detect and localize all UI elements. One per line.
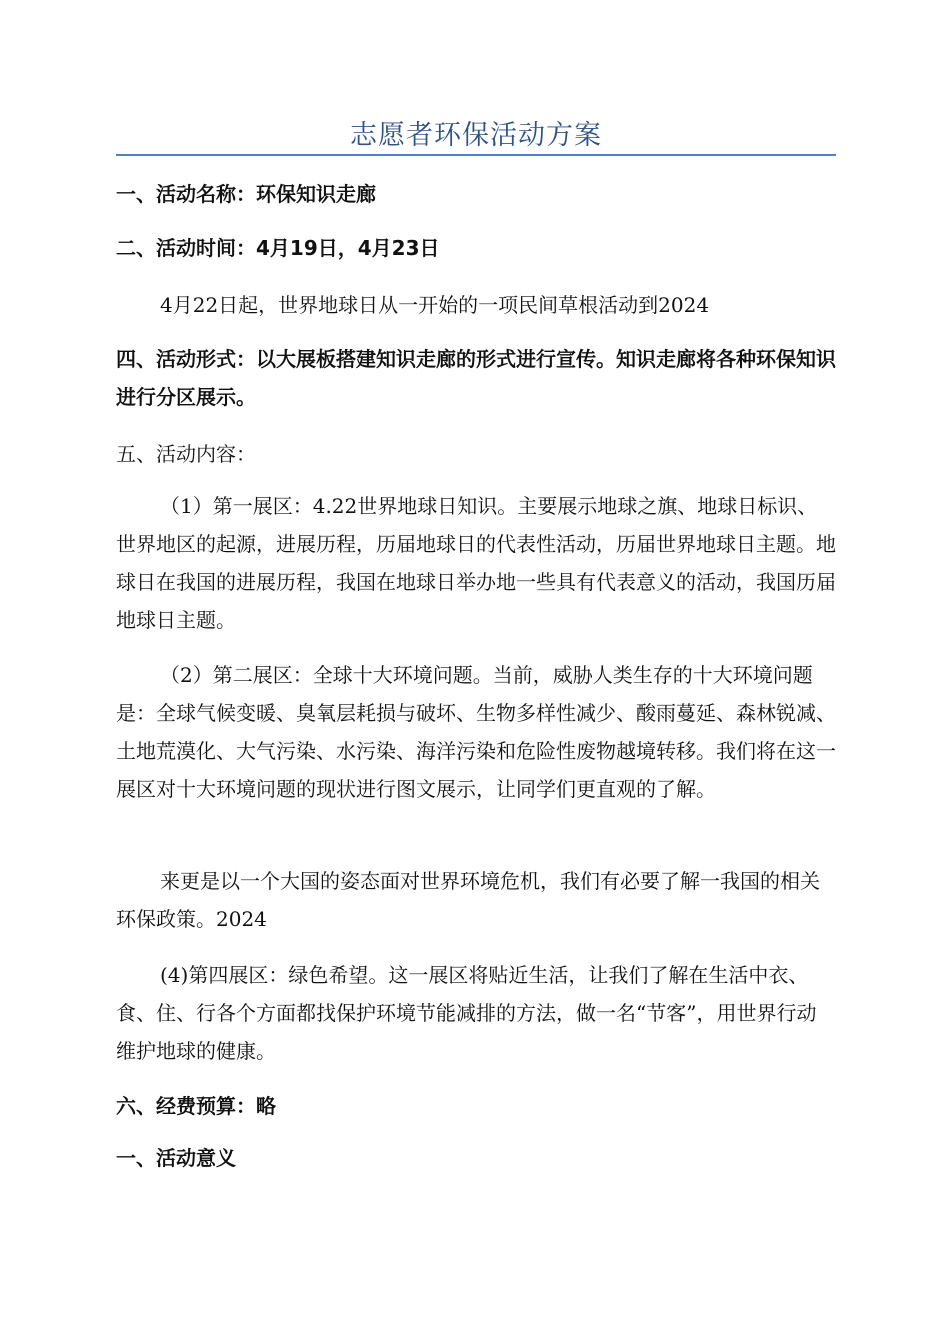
heading-budget: 六、经费预算：略 [116,1094,276,1118]
paragraph-zone-2: （2）第二展区：全球十大环境问题。当前，威胁人类生存的十大环境问题是：全球气候变暖、臭氧层耗损与破坏、生物多样性减少、酸雨蔓延、森林锐减、土地荒漠化、大气污染、水污染、海洋污染和危险性废物越境转移。我们将在这一展区对十大环境问题的现状进行图文展示，让同学们更直观的了解。 [116,663,836,801]
heading-activity-name-value: 环保知识走廊 [256,182,376,206]
heading-activity-content: 五、活动内容： [116,442,256,466]
heading-activity-meaning: 一、活动意义 [116,1146,236,1170]
heading-activity-name [116,175,836,213]
heading-activity-time [116,229,836,267]
heading-activity-time-value: 4月19日，4月23日 [256,236,440,260]
heading-activity-time-prefix: 二、活动时间： [116,236,256,260]
paragraph-policy: 来更是以一个大国的姿态面对世界环境危机，我们有必要了解一我国的相关环保政策。2024 [116,869,820,931]
document-title: 志愿者环保活动方案 [350,120,602,151]
title-underline [116,154,836,156]
paragraph-zone-1: （1）第一展区：4.22世界地球日知识。主要展示地球之旗、地球日标识、世界地区的起源，进展历程，历届地球日的代表性活动，历届世界地球日主题。地球日在我国的进展历程，我国在地球日举办地一些具有代表意义的活动，我国历届地球日主题。 [116,494,836,632]
heading-activity-name-prefix: 一、活动名称： [116,182,256,206]
heading-activity-form: 四、活动形式：以大展板搭建知识走廊的形式进行宣传。知识走廊将各种环保知识进行分区展示。 [116,347,836,409]
paragraph-earth-day: 4月22日起，世界地球日从一开始的一项民间草根活动到2024 [160,293,710,317]
paragraph-zone-4: (4)第四展区：绿色希望。这一展区将贴近生活，让我们了解在生活中衣、食、住、行各个方面都找保护环境节能减排的方法，做一名“节客”，用世界行动维护地球的健康。 [116,963,817,1063]
